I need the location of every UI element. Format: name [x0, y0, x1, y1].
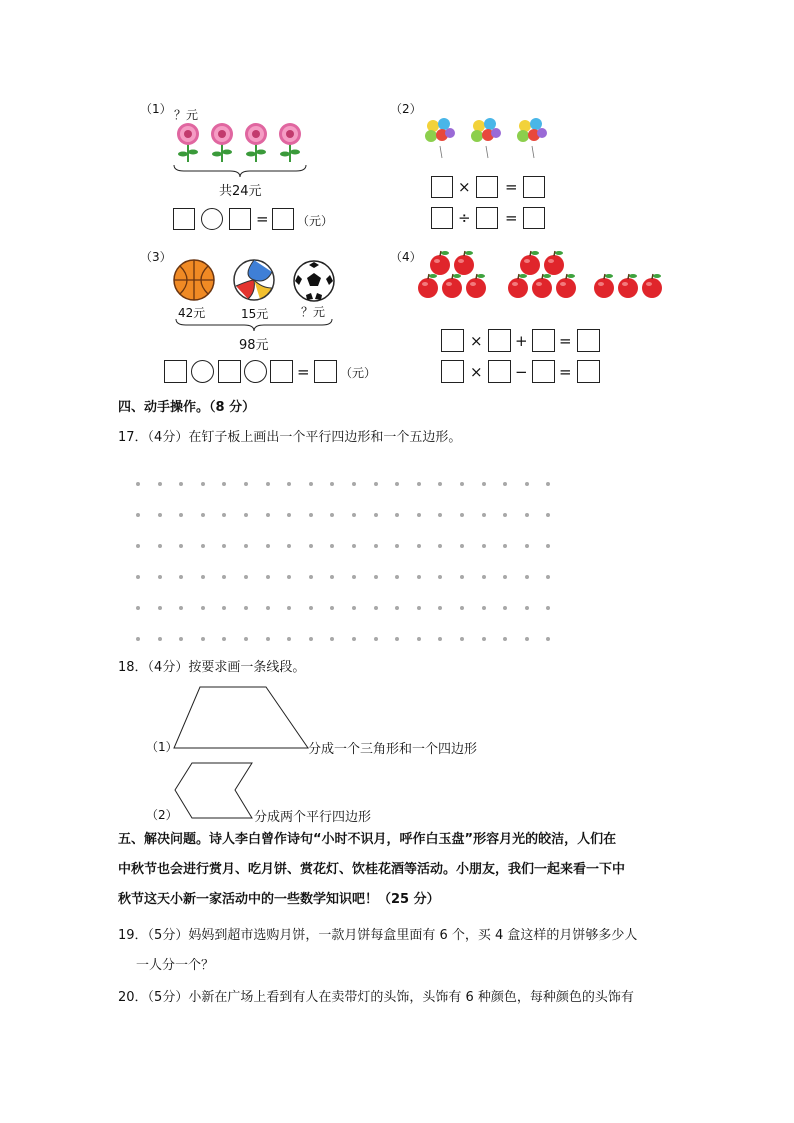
- nail-dot[interactable]: [287, 575, 291, 579]
- nail-dot[interactable]: [546, 482, 550, 486]
- nail-dot[interactable]: [438, 606, 442, 610]
- apple-icon: [618, 274, 638, 298]
- nail-dot[interactable]: [503, 544, 507, 548]
- q3-price-basketball: 42元: [178, 306, 206, 320]
- nail-dot[interactable]: [309, 482, 313, 486]
- nail-dot[interactable]: [417, 513, 421, 517]
- nail-dot[interactable]: [525, 513, 529, 517]
- q1-total-label: 共24元: [219, 184, 262, 199]
- nail-dot[interactable]: [460, 544, 464, 548]
- nail-dot[interactable]: [222, 544, 226, 548]
- nail-dot[interactable]: [352, 575, 356, 579]
- q2-label: （2）: [390, 102, 422, 116]
- nail-dot[interactable]: [503, 575, 507, 579]
- nail-dot[interactable]: [201, 482, 205, 486]
- nail-dot[interactable]: [546, 513, 550, 517]
- nail-dot[interactable]: [395, 513, 399, 517]
- nail-dot[interactable]: [438, 575, 442, 579]
- nail-dot[interactable]: [158, 606, 162, 610]
- q3-equals: =: [297, 363, 310, 381]
- balloon-bunches: [424, 116, 554, 160]
- nail-dot[interactable]: [136, 513, 140, 517]
- nail-dot[interactable]: [352, 513, 356, 517]
- q2-times: ×: [458, 178, 471, 196]
- q18-item1-label: （1）: [146, 740, 178, 754]
- q4-row1-box-3[interactable]: [532, 329, 555, 352]
- nail-dot[interactable]: [266, 637, 270, 641]
- q4-row2-box-3[interactable]: [532, 360, 555, 383]
- nail-dot[interactable]: [222, 513, 226, 517]
- nail-dot[interactable]: [179, 637, 183, 641]
- q18-item2-text: 分成两个平行四边形: [254, 810, 372, 825]
- nail-dot[interactable]: [482, 482, 486, 486]
- nail-dot[interactable]: [374, 637, 378, 641]
- q3-answer-box-3[interactable]: [270, 360, 293, 383]
- basketball-icon: [172, 258, 216, 302]
- trapezoid-shape[interactable]: [172, 686, 312, 750]
- q4-row1-box-1[interactable]: [441, 329, 464, 352]
- nail-dot[interactable]: [266, 513, 270, 517]
- question-19-line-1: 19．（5分）妈妈到超市选购月饼，一款月饼每盒里面有 6 个，买 4 盒这样的月饼够多少人: [118, 928, 638, 943]
- q4-row2-times: ×: [470, 363, 483, 381]
- nail-dot[interactable]: [179, 544, 183, 548]
- q3-price-volleyball: 15元: [241, 307, 269, 321]
- nail-dot[interactable]: [374, 513, 378, 517]
- nail-dot[interactable]: [309, 575, 313, 579]
- nail-dot[interactable]: [460, 513, 464, 517]
- nail-dot[interactable]: [503, 606, 507, 610]
- nail-dot[interactable]: [244, 575, 248, 579]
- nail-dot[interactable]: [136, 575, 140, 579]
- nail-dot[interactable]: [309, 544, 313, 548]
- nail-dot[interactable]: [287, 482, 291, 486]
- q1-equals: =: [256, 210, 269, 228]
- volleyball-icon: [232, 258, 276, 302]
- q3-label: （3）: [140, 250, 172, 264]
- section-5-line-3: 秋节这天小新一家活动中的一些数学知识吧！（25 分）: [118, 892, 440, 907]
- q2-equals-1: =: [505, 178, 518, 196]
- section-5-line-1: 五、解决问题。诗人李白曾作诗句“小时不识月，呼作白玉盘”形容月光的皎洁，人们在: [118, 832, 617, 847]
- question-19-line-2: 一人分一个？: [136, 958, 215, 973]
- apple-icon: [466, 274, 486, 298]
- nail-dot[interactable]: [438, 544, 442, 548]
- q1-operator-circle[interactable]: [201, 208, 223, 230]
- nail-dot[interactable]: [309, 606, 313, 610]
- nail-dot[interactable]: [417, 637, 421, 641]
- nail-dot[interactable]: [395, 575, 399, 579]
- nail-dot[interactable]: [287, 544, 291, 548]
- q4-row1-times: ×: [470, 332, 483, 350]
- nail-dot[interactable]: [287, 513, 291, 517]
- apple-icon: [430, 251, 450, 275]
- flower-icon: [245, 123, 267, 162]
- nail-dot[interactable]: [158, 513, 162, 517]
- nail-dot[interactable]: [438, 482, 442, 486]
- nail-dot[interactable]: [201, 544, 205, 548]
- nail-dot[interactable]: [266, 606, 270, 610]
- question-20-line-1: 20．（5分）小新在广场上看到有人在卖带灯的头饰，头饰有 6 种颜色，每种颜色的头饰有: [118, 990, 634, 1005]
- flower-row: [170, 120, 310, 166]
- nail-dot[interactable]: [136, 606, 140, 610]
- apple-icon: [594, 274, 614, 298]
- nail-dot[interactable]: [438, 513, 442, 517]
- q2-mult-box-2[interactable]: [476, 176, 498, 198]
- chevron-hexagon-shape[interactable]: [172, 762, 258, 820]
- nail-dot[interactable]: [460, 637, 464, 641]
- q2-div-box-3[interactable]: [523, 207, 545, 229]
- nail-dot[interactable]: [460, 606, 464, 610]
- nail-board[interactable]: [136, 482, 566, 646]
- nail-dot[interactable]: [330, 637, 334, 641]
- nail-dot[interactable]: [244, 606, 248, 610]
- nail-dot[interactable]: [309, 637, 313, 641]
- nail-dot[interactable]: [374, 606, 378, 610]
- nail-dot[interactable]: [158, 482, 162, 486]
- nail-dot[interactable]: [352, 482, 356, 486]
- q3-unit: （元）: [340, 366, 377, 380]
- section-4-title: 四、动手操作。（8 分）: [118, 400, 256, 415]
- nail-dot[interactable]: [503, 482, 507, 486]
- q4-row1-plus: +: [515, 332, 528, 350]
- q3-answer-box-1[interactable]: [164, 360, 187, 383]
- apple-icon: [454, 251, 474, 275]
- nail-dot[interactable]: [374, 482, 378, 486]
- section-5-line-2: 中秋节也会进行赏月、吃月饼、赏花灯、饮桂花酒等活动。小朋友，我们一起来看一下中: [118, 862, 626, 877]
- apple-icon: [532, 274, 552, 298]
- nail-dot[interactable]: [525, 637, 529, 641]
- q18-item2-label: （2）: [146, 808, 178, 822]
- q3-answer-box-4[interactable]: [314, 360, 337, 383]
- nail-dot[interactable]: [395, 544, 399, 548]
- apple-icon: [520, 251, 540, 275]
- nail-dot[interactable]: [179, 482, 183, 486]
- q18-item1-text: 分成一个三角形和一个四边形: [308, 742, 478, 757]
- q4-row1-box-4[interactable]: [577, 329, 600, 352]
- q4-label: （4）: [390, 250, 422, 264]
- nail-dot[interactable]: [201, 513, 205, 517]
- q2-equals-2: =: [505, 209, 518, 227]
- nail-dot[interactable]: [136, 482, 140, 486]
- nail-dot[interactable]: [482, 606, 486, 610]
- nail-dot[interactable]: [136, 637, 140, 641]
- nail-dot[interactable]: [374, 575, 378, 579]
- apple-icon: [442, 274, 462, 298]
- nail-dot[interactable]: [395, 482, 399, 486]
- nail-dot[interactable]: [330, 482, 334, 486]
- nail-dot[interactable]: [546, 544, 550, 548]
- q4-row2-box-1[interactable]: [441, 360, 464, 383]
- question-18-text: 18．（4分）按要求画一条线段。: [118, 660, 306, 675]
- nail-dot[interactable]: [244, 482, 248, 486]
- nail-dot[interactable]: [482, 637, 486, 641]
- nail-dot[interactable]: [374, 544, 378, 548]
- q4-row2-box-2[interactable]: [488, 360, 511, 383]
- q2-divide: ÷: [458, 209, 471, 227]
- q4-row1-box-2[interactable]: [488, 329, 511, 352]
- flower-icon: [279, 123, 301, 162]
- nail-dot[interactable]: [417, 606, 421, 610]
- q2-mult-box-1[interactable]: [431, 176, 453, 198]
- apple-icon: [642, 274, 662, 298]
- q3-operator-circle-1[interactable]: [191, 360, 214, 383]
- nail-dot[interactable]: [179, 575, 183, 579]
- q1-price-label: ？元: [174, 108, 199, 122]
- nail-dot[interactable]: [244, 544, 248, 548]
- nail-dot[interactable]: [222, 637, 226, 641]
- balloon-bunch-icon: [517, 118, 547, 158]
- nail-dot[interactable]: [525, 544, 529, 548]
- q1-answer-box-3[interactable]: [272, 208, 294, 230]
- nail-dot[interactable]: [309, 513, 313, 517]
- q1-brace: [172, 164, 308, 178]
- nail-dot[interactable]: [352, 606, 356, 610]
- nail-dot[interactable]: [546, 575, 550, 579]
- q1-label: （1）: [140, 102, 172, 116]
- nail-dot[interactable]: [546, 637, 550, 641]
- nail-dot[interactable]: [525, 606, 529, 610]
- nail-dot[interactable]: [158, 637, 162, 641]
- nail-dot[interactable]: [330, 575, 334, 579]
- nail-dot[interactable]: [136, 544, 140, 548]
- nail-dot[interactable]: [460, 482, 464, 486]
- nail-dot[interactable]: [525, 482, 529, 486]
- nail-dot[interactable]: [503, 637, 507, 641]
- nail-dot[interactable]: [460, 575, 464, 579]
- nail-dot[interactable]: [158, 575, 162, 579]
- q2-mult-box-3[interactable]: [523, 176, 545, 198]
- q4-row2-equals: =: [559, 363, 572, 381]
- apple-icon: [544, 251, 564, 275]
- nail-dot[interactable]: [222, 575, 226, 579]
- q3-brace: [174, 318, 334, 332]
- nail-dot[interactable]: [266, 575, 270, 579]
- q4-row1-equals: =: [559, 332, 572, 350]
- nail-dot[interactable]: [244, 513, 248, 517]
- nail-dot[interactable]: [330, 544, 334, 548]
- flower-icon: [211, 123, 233, 162]
- nail-dot[interactable]: [222, 482, 226, 486]
- nail-dot[interactable]: [158, 544, 162, 548]
- apple-icon: [508, 274, 528, 298]
- nail-dot[interactable]: [179, 513, 183, 517]
- nail-dot[interactable]: [201, 606, 205, 610]
- nail-dot[interactable]: [482, 575, 486, 579]
- q1-unit: （元）: [297, 214, 334, 228]
- nail-dot[interactable]: [179, 606, 183, 610]
- nail-dot[interactable]: [201, 637, 205, 641]
- nail-dot[interactable]: [503, 513, 507, 517]
- nail-dot[interactable]: [244, 637, 248, 641]
- q1-answer-box-1[interactable]: [173, 208, 195, 230]
- nail-dot[interactable]: [525, 575, 529, 579]
- nail-dot[interactable]: [482, 544, 486, 548]
- flower-icon: [177, 123, 199, 162]
- q4-row2-box-4[interactable]: [577, 360, 600, 383]
- nail-dot[interactable]: [287, 637, 291, 641]
- nail-dot[interactable]: [287, 606, 291, 610]
- question-17-text: 17．（4分）在钉子板上画出一个平行四边形和一个五边形。: [118, 430, 462, 445]
- nail-dot[interactable]: [330, 606, 334, 610]
- balloon-bunch-icon: [425, 118, 455, 158]
- nail-dot[interactable]: [482, 513, 486, 517]
- balloon-bunch-icon: [471, 118, 501, 158]
- nail-dot[interactable]: [395, 606, 399, 610]
- q2-div-box-1[interactable]: [431, 207, 453, 229]
- q2-div-box-2[interactable]: [476, 207, 498, 229]
- nail-dot[interactable]: [417, 482, 421, 486]
- nail-dot[interactable]: [395, 637, 399, 641]
- nail-dot[interactable]: [222, 606, 226, 610]
- nail-dot[interactable]: [438, 637, 442, 641]
- q3-price-soccer: ？元: [301, 305, 326, 319]
- q4-row2-minus: −: [515, 363, 528, 381]
- apple-icon: [556, 274, 576, 298]
- q1-answer-box-2[interactable]: [229, 208, 251, 230]
- nail-dot[interactable]: [266, 482, 270, 486]
- nail-dot[interactable]: [330, 513, 334, 517]
- nail-dot[interactable]: [266, 544, 270, 548]
- q3-total-label: 98元: [239, 338, 269, 353]
- nail-dot[interactable]: [417, 544, 421, 548]
- nail-dot[interactable]: [352, 544, 356, 548]
- nail-dot[interactable]: [352, 637, 356, 641]
- apple-icon: [418, 274, 438, 298]
- soccer-ball-icon: [292, 259, 336, 303]
- nail-dot[interactable]: [201, 575, 205, 579]
- q3-answer-box-2[interactable]: [218, 360, 241, 383]
- apple-groups: [414, 250, 674, 302]
- nail-dot[interactable]: [417, 575, 421, 579]
- nail-dot[interactable]: [546, 606, 550, 610]
- q3-operator-circle-2[interactable]: [244, 360, 267, 383]
